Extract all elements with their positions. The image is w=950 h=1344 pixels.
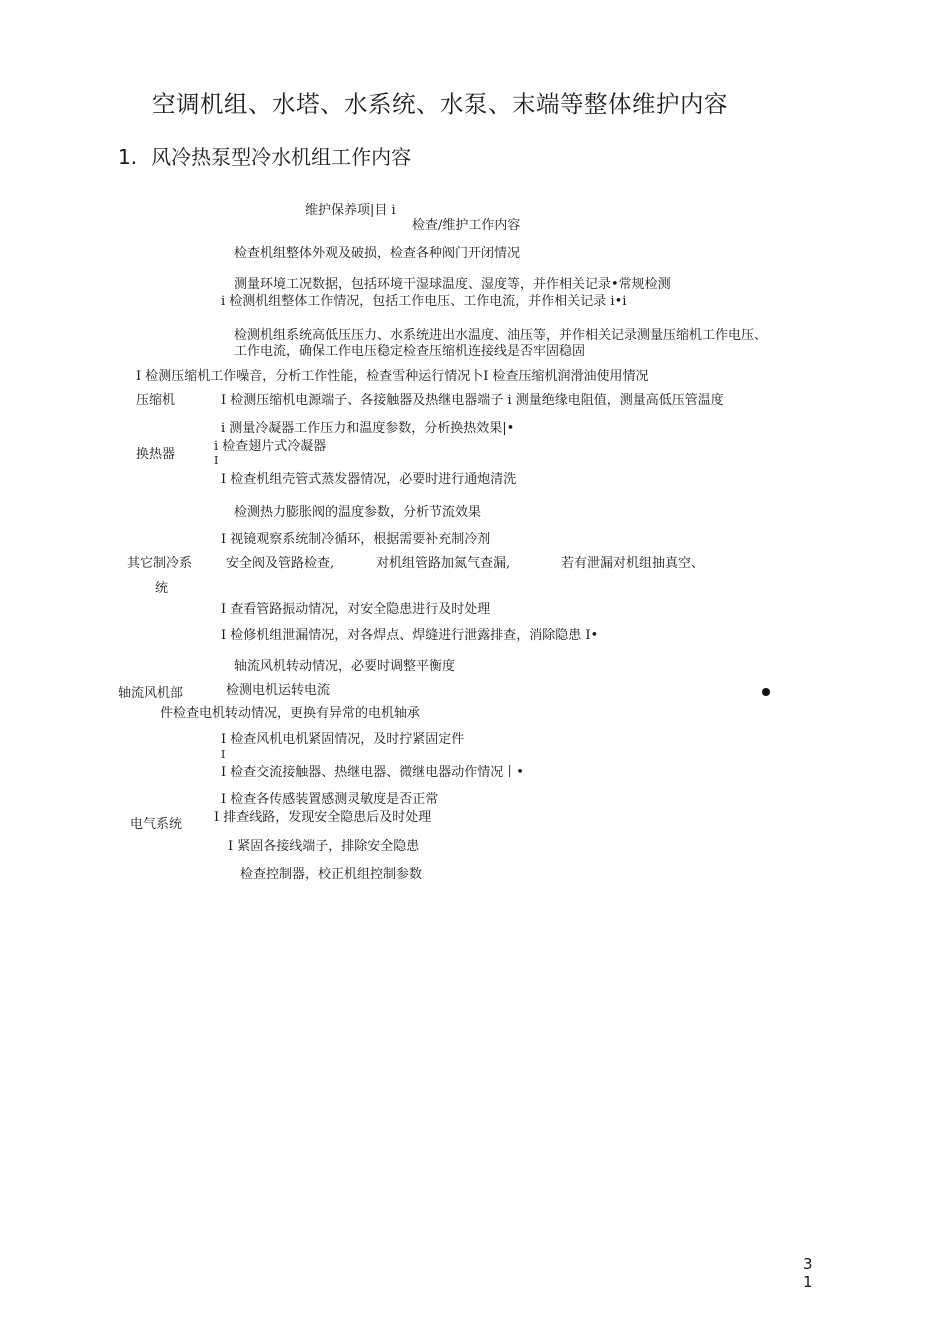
- row-label-electrical: 电气系统: [130, 817, 183, 832]
- row-label-other-refrigeration-cont: 统: [155, 581, 169, 596]
- section-heading: [118, 143, 411, 171]
- line-text: 安全阀及管路检查,: [226, 556, 335, 571]
- column-header-content: 检查/维护工作内容: [412, 218, 521, 233]
- line-text: I 检测压缩机工作噪音，分析工作性能，检查雪种运行情况卜I 检查压缩机润滑油使用情况: [136, 369, 649, 384]
- line-text: I 检查风机电机紧固情况，及时拧紧固定件: [221, 732, 465, 747]
- line-text: 工作电流，确保工作电压稳定检查压缩机连接线是否牢固稳固: [234, 344, 586, 359]
- line-text: I 查看管路振动情况，对安全隐患进行及时处理: [221, 602, 491, 617]
- section-number: 1.: [118, 145, 138, 169]
- row-label-heat-exchanger: 换热器: [136, 447, 176, 462]
- section-title: 风冷热泵型冷水机组工作内容: [151, 145, 412, 169]
- column-header-item: 维护保养项|目 i: [305, 203, 396, 218]
- page-number-line1: 3: [803, 1255, 813, 1273]
- line-text: I 检查各传感装置感测灵敏度是否正常: [221, 792, 439, 807]
- line-text: I 紧固各接线端子，排除安全隐患: [228, 839, 420, 854]
- line-text: I 检测压缩机电源端子、各接触器及热继电器端子 i 测量绝缘电阻值，测量高低压管温度: [221, 393, 724, 408]
- line-text: 件检查电机转动情况，更换有异常的电机轴承: [160, 706, 421, 721]
- margin-mark: I: [214, 454, 219, 467]
- line-text: I 视镜观察系统制冷循环，根据需要补充制冷剂: [221, 532, 491, 547]
- line-text: i 检测机组整体工作情况，包括工作电压、工作电流，并作相关记录 i•i: [221, 294, 627, 309]
- line-text: 轴流风机转动情况，必要时调整平衡度: [234, 659, 456, 674]
- line-text: 检测电机运转电流: [226, 683, 331, 698]
- line-text: i 测量冷凝器工作压力和温度参数，分析换热效果|•: [221, 421, 515, 436]
- row-label-other-refrigeration: 其它制冷系: [127, 556, 193, 571]
- line-text: 测量环境工况数据，包括环境干湿球温度、湿度等，并作相关记录•常规检测: [234, 277, 671, 292]
- page-number-line2: 1: [803, 1273, 813, 1291]
- line-text: I 排查线路，发现安全隐患后及时处理: [214, 810, 432, 825]
- line-text: 检查控制器，校正机组控制参数: [240, 867, 423, 882]
- line-text: i 检查翅片式冷凝器: [214, 439, 327, 454]
- line-text: I 检查交流接触器、热继电器、微继电器动作情况丨•: [221, 765, 524, 780]
- document-title: 空调机组、水塔、水系统、水泵、末端等整体维护内容: [152, 90, 728, 118]
- line-text: 检测热力膨胀阀的温度参数，分析节流效果: [234, 505, 482, 520]
- line-text: 若有泄漏对机组抽真空、: [561, 556, 705, 571]
- margin-mark: I: [221, 748, 226, 761]
- line-text: I 检查机组壳管式蒸发器情况，必要时进行通炮清洗: [221, 472, 517, 487]
- row-label-compressor: 压缩机: [136, 393, 176, 408]
- row-label-axial-fan: 轴流风机部: [118, 686, 184, 701]
- bullet-dot: [762, 688, 770, 696]
- line-text: 检查机组整体外观及破损，检查各种阀门开闭情况: [234, 246, 521, 261]
- line-text: 检测机组系统高低压压力、水系统进出水温度、油压等，并作相关记录测量压缩机工作电压、: [234, 328, 768, 343]
- line-text: I 检修机组泄漏情况，对各焊点、焊缝进行泄露排查，消除隐患 I•: [221, 628, 599, 643]
- line-text: 对机组管路加氮气查漏,: [376, 556, 511, 571]
